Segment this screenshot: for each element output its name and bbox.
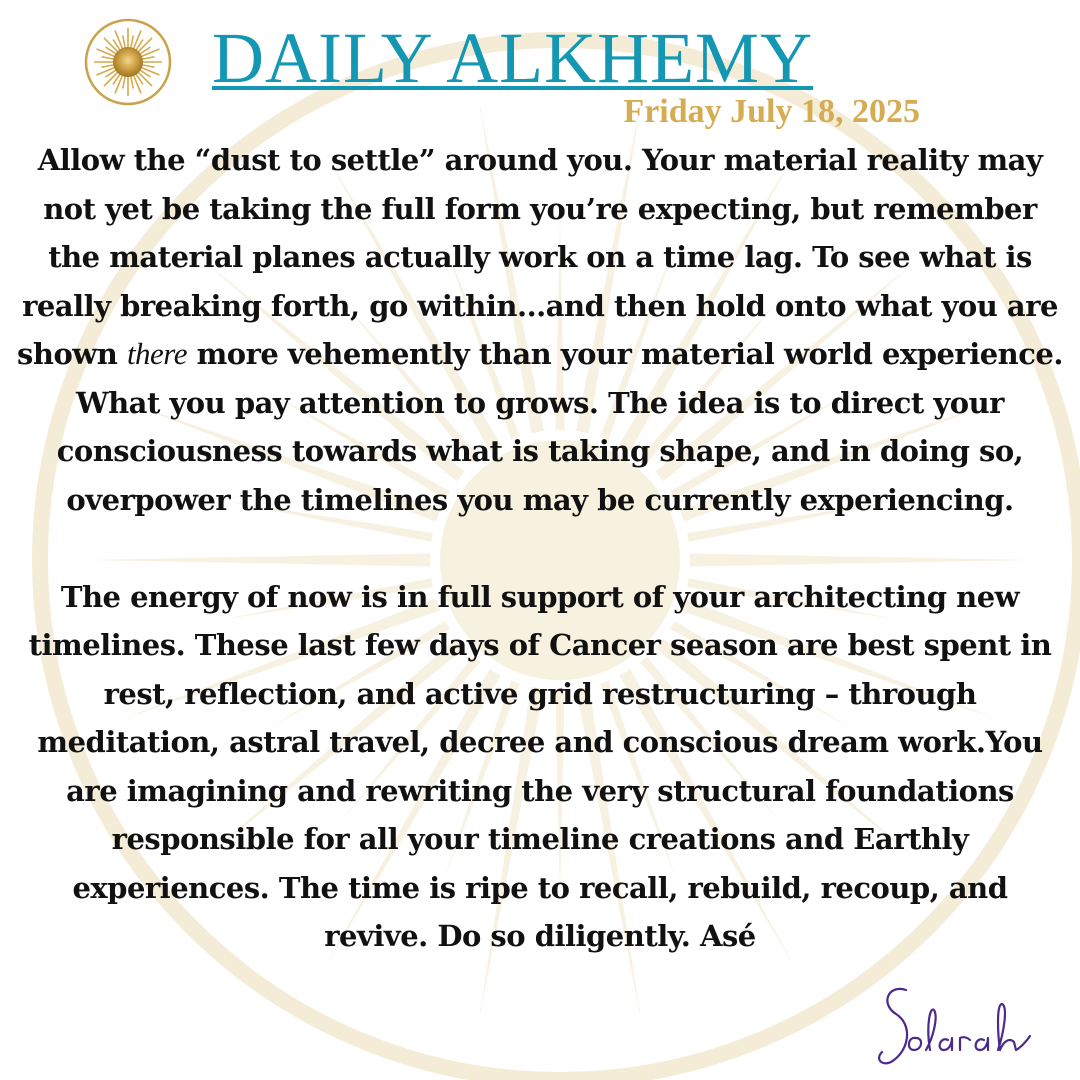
date-label: Friday July 18, 2025 <box>623 93 920 130</box>
message-paragraph <box>16 136 1064 524</box>
page-title: DAILY ALKHEMY <box>212 18 814 98</box>
paragraph-spacer <box>16 524 1064 573</box>
message-body <box>16 136 1064 961</box>
sun-logo-icon <box>84 18 172 106</box>
message-text: Allow the “dust to settle” around you. Your material reality may not yet be taking the full form you’re expecting, but remember the material planes actually work on a time lag. To see what is really breaking forth, go within...and then hold onto what you are shown <box>17 143 1058 371</box>
emphasis-text: there <box>126 336 187 371</box>
message-text: more vehemently than your material world experience. What you pay attention to grows. The idea is to direct your consciousness towards what is taking shape, and in doing so, overpower the timelines you may be currently experiencing. <box>56 337 1063 517</box>
signature-image <box>876 976 1066 1076</box>
message-paragraph: The energy of now is in full support of your architecting new timelines. These last few days of Cancer season are best spent in rest, reflection, and active grid restructuring – through meditation, astral travel, decree and conscious dream work.You are imagining and rewriting the very structural foundations responsible for all your timeline creations and Earthly experiences. The time is ripe to recall, rebuild, recoup, and revive. Do so diligently. Asé <box>28 579 1052 953</box>
